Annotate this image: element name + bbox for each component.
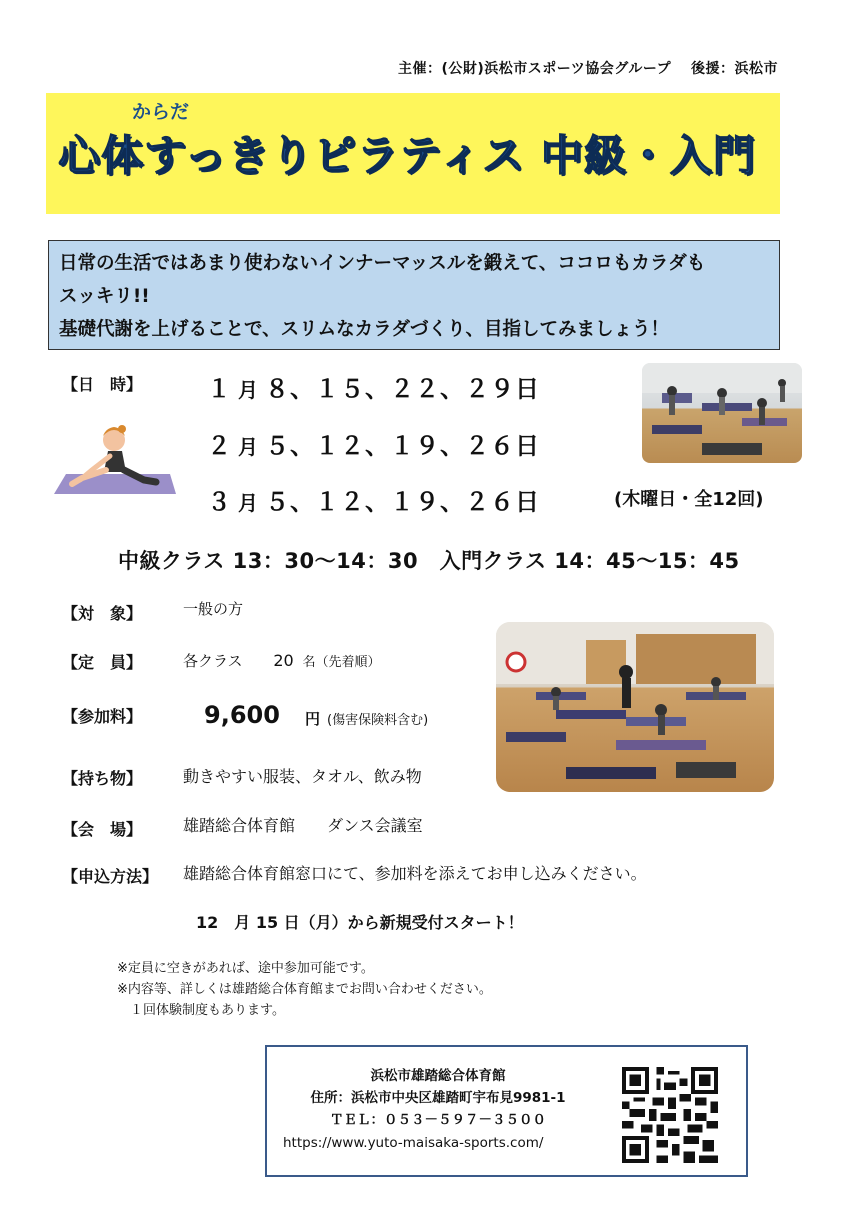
contact-address: 住所：浜松市中央区雄踏町宇布見9981-1 — [310, 1090, 566, 1106]
schedule-note: (木曜日・全12回) — [614, 489, 764, 510]
fee-label: 【参加料】 — [62, 707, 143, 726]
schedule-row-1 — [207, 369, 540, 404]
venue-label: 【会 場】 — [62, 820, 143, 839]
class-times: 中級クラス 13：30～14：30 入門クラス 14：45～15：45 — [118, 549, 740, 573]
sponsor-line: 主催：(公財)浜松市スポーツ協会グループ 後援：浜松市 — [398, 61, 778, 77]
fee-unit: 円 — [305, 710, 321, 728]
qr-code-icon[interactable] — [622, 1067, 718, 1163]
contact-name: 浜松市雄踏総合体育館 — [370, 1068, 506, 1084]
class-photo-1 — [642, 363, 802, 463]
items-label: 【持ち物】 — [62, 769, 143, 788]
contact-lines — [283, 1065, 593, 1155]
note-line-2: ※内容等、詳しくは雄踏総合体育館までお問い合わせください。 — [117, 982, 492, 997]
fee-amount: 9,600 — [204, 701, 280, 729]
intro-line-2: スッキリ!! — [59, 286, 150, 307]
pilates-illustration — [52, 420, 180, 498]
target-label: 【対 象】 — [62, 604, 143, 623]
page-title: 心体すっきりピラティス 中級・入門 — [58, 131, 756, 180]
title-banner — [46, 93, 780, 214]
contact-url[interactable]: https://www.yuto-maisaka-sports.com/ — [283, 1135, 544, 1151]
intro-line-1: 日常の生活ではあまり使わないインナーマッスルを鍛えて、ココロもカラダも — [59, 253, 706, 274]
month-unit: 月 — [238, 491, 259, 515]
apply-label: 【申込方法】 — [62, 867, 159, 886]
class-photo-2 — [496, 622, 774, 792]
month-number: ３ — [207, 488, 232, 516]
venue-value: 雄踏総合体育館 ダンス会議室 — [183, 816, 423, 835]
intro-box — [48, 240, 780, 350]
month-unit: 月 — [238, 378, 259, 402]
schedule-row-3 — [207, 482, 540, 517]
notes-block — [117, 958, 492, 1021]
capacity-suffix: 名（先着順） — [302, 655, 381, 670]
note-line-1: ※定員に空きがあれば、途中参加可能です。 — [117, 961, 374, 976]
month-number: １ — [207, 375, 232, 403]
target-value: 一般の方 — [183, 600, 244, 618]
days-list: ５、１２、１９、２６日 — [265, 432, 540, 460]
note-line-3: １回体験制度もあります。 — [117, 1003, 285, 1018]
capacity-label: 【定 員】 — [62, 653, 143, 672]
schedule-label: 【日 時】 — [62, 375, 143, 394]
title-ruby: からだ — [132, 101, 190, 123]
days-list: ８、１５、２２、２９日 — [265, 375, 540, 403]
month-number: ２ — [207, 432, 232, 460]
capacity-value — [183, 650, 381, 671]
contact-tel: ＴＥＬ：０５３－５９７－３５００ — [330, 1112, 546, 1128]
start-notice: 12 月 15 日（月）から新規受付スタート！ — [196, 913, 524, 932]
days-list: ５、１２、１９、２６日 — [265, 488, 540, 516]
contact-box — [265, 1045, 748, 1177]
apply-value: 雄踏総合体育館窓口にて、参加料を添えてお申し込みください。 — [183, 864, 647, 883]
fee-note: (傷害保険料含む) — [327, 713, 429, 728]
items-value: 動きやすい服装、タオル、飲み物 — [183, 767, 422, 786]
month-unit: 月 — [238, 435, 259, 459]
capacity-number: 20 — [273, 651, 294, 670]
intro-line-3: 基礎代謝を上げることで、スリムなカラダづくり、目指してみましょう！ — [59, 319, 669, 340]
schedule-row-2 — [207, 426, 540, 461]
capacity-prefix: 各クラス — [183, 652, 243, 670]
